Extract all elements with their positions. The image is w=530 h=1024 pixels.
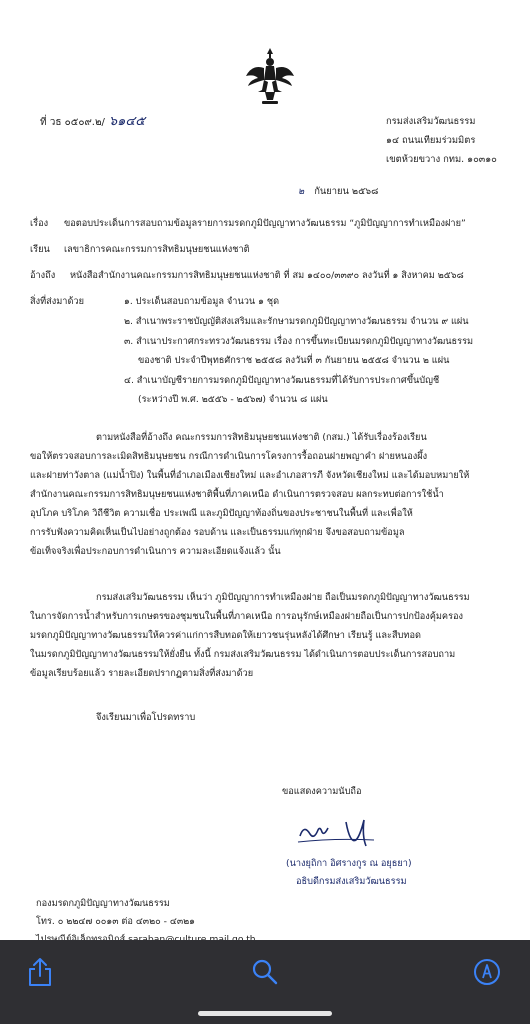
body-paragraph-2 [30, 588, 506, 683]
bottom-toolbar [0, 940, 530, 1024]
enclosure-item: ๔. สำเนาบัญชีรายการมรดกภูมิปัญญาทางวัฒนธรรมที่ได้รับการประกาศขึ้นบัญชี [124, 375, 440, 386]
paragraph-line: ข้อเท็จจริงเพื่อประกอบการดำเนินการ ความละเอียดแจ้งแล้ว นั้น [30, 546, 281, 557]
status-bar [0, 0, 530, 36]
paragraph-line: อุปโภค บริโภค วิถีชีวิต ความเชื่อ ประเพณี และภูมิปัญญาท้องถิ่นของประชาชนในพื้นที่ และเพื่อให้ [30, 508, 413, 519]
org-address-line1: ๑๔ ถนนเทียมร่วมมิตร [386, 135, 476, 146]
subject-line [30, 214, 510, 233]
closing-request: จึงเรียนมาเพื่อโปรดทราบ [96, 712, 196, 723]
contact-division: กองมรดกภูมิปัญญาทางวัฒนธรรม [36, 898, 170, 909]
document-page [0, 36, 530, 940]
subject-label: เรื่อง [30, 218, 49, 229]
signer-name: (นางยุถิกา อิศรางกูร ณ อยุธยา) [286, 858, 412, 869]
closing-phrase: ขอแสดงความนับถือ [282, 786, 362, 797]
enclosure-item-continued: (ระหว่างปี พ.ศ. ๒๕๕๖ - ๒๕๖๗) จำนวน ๘ แผ่น [138, 394, 328, 405]
subject-text: ขอตอบประเด็นการสอบถามข้อมูลรายการมรดกภูมิปัญญาทางวัฒนธรรม “ภูมิปัญญาการทำเหมืองฝาย” [64, 218, 466, 229]
home-indicator[interactable] [198, 1011, 332, 1016]
contact-phone: โทร. ๐ ๒๒๔๗ ๐๐๑๓ ต่อ ๔๓๒๐ - ๔๓๒๑ [36, 916, 196, 927]
enclosures-label: สิ่งที่ส่งมาด้วย [30, 296, 84, 307]
paragraph-line: ตามหนังสือที่อ้างถึง คณะกรรมการสิทธิมนุษยชนแห่งชาติ (กสม.) ได้รับเรื่องร้องเรียน [96, 432, 427, 443]
share-icon [27, 957, 53, 987]
search-icon [251, 958, 279, 986]
paragraph-line: สำนักงานคณะกรรมการสิทธิมนุษยชนแห่งชาติพื้นที่ภาคเหนือ ดำเนินการตรวจสอบ ผลกระทบต่อการใช้น้ำ [30, 489, 444, 500]
paragraph-line: ข้อมูลเรียบร้อยแล้ว รายละเอียดปรากฏตามสิ่งที่ส่งมาด้วย [30, 668, 254, 679]
to-label: เรียน [30, 244, 50, 255]
reference-line [30, 266, 510, 285]
search-button[interactable] [247, 954, 283, 990]
org-name: กรมส่งเสริมวัฒนธรรม [386, 116, 476, 127]
enclosure-item: ๓. สำเนาประกาศกระทรวงวัฒนธรรม เรื่อง การขึ้นทะเบียนมรดกภูมิปัญญาทางวัฒนธรรม [124, 336, 474, 347]
paragraph-line: ในการจัดการน้ำสำหรับการเกษตรของชุมชนในพื้นที่ภาคเหนือ การอนุรักษ์เหมืองฝายถือเป็นการปกป้องคุ้มครอง [30, 611, 464, 622]
enclosure-item: ๒. สำเนาพระราชบัญญัติส่งเสริมและรักษามรดกภูมิปัญญาทางวัฒนธรรม จำนวน ๙ แผ่น [124, 316, 469, 327]
to-text: เลขาธิการคณะกรรมการสิทธิมนุษยชนแห่งชาติ [64, 244, 250, 255]
date-day-handwritten: ๒ [298, 186, 305, 197]
date-month-year: กันยายน ๒๕๖๘ [314, 186, 379, 197]
garuda-emblem-icon [244, 46, 296, 108]
enclosure-item-continued: ของชาติ ประจำปีพุทธศักราช ๒๕๕๘ ลงวันที่ ๓ กันยายน ๒๕๕๘ จำนวน ๒ แผ่น [138, 355, 450, 366]
reference-label: อ้างถึง [30, 270, 56, 281]
enclosure-item: ๑. ประเด็นสอบถามข้อมูล จำนวน ๑ ชุด [124, 296, 280, 307]
document-date [298, 182, 378, 201]
ref-number-label: ที่ วธ ๐๕๐๙.๒/ [40, 117, 105, 128]
reference-number [40, 112, 145, 132]
signer-title: อธิบดีกรมส่งเสริมวัฒนธรรม [296, 876, 407, 887]
signature-image [294, 814, 394, 848]
paragraph-line: และฝายท่าวังตาล (แม่น้ำปิง) ในพื้นที่อำเภอเมืองเชียงใหม่ และอำเภอสารภี จังหวัดเชียงใหม่ และได้มอบหมายให้ [30, 470, 470, 481]
org-address-line2: เขตห้วยขวาง กทม. ๑๐๓๑๐ [386, 154, 497, 165]
share-button[interactable] [22, 954, 58, 990]
reference-text: หนังสือสำนักงานคณะกรรมการสิทธิมนุษยชนแห่งชาติ ที่ สม ๑๔๐๐/๓๓๙๐ ลงวันที่ ๑ สิงหาคม ๒๕๖๘ [70, 270, 464, 281]
paragraph-line: การรับฟังความคิดเห็นเป็นไปอย่างถูกต้อง รอบด้าน และเป็นธรรมแก่ทุกฝ่าย จึงขอสอบถามข้อมูล [30, 527, 405, 538]
paragraph-line: ในมรดกภูมิปัญญาทางวัฒนธรรมให้ยั่งยืน ทั้งนี้ กรมส่งเสริมวัฒนธรรม ได้ดำเนินการตอบประเด็นการสอบถาม [30, 649, 456, 660]
sender-address [386, 112, 526, 169]
ref-number-handwritten: ๖๑๔๕ [108, 114, 146, 129]
body-paragraph-1 [30, 428, 506, 561]
to-line [30, 240, 510, 259]
paragraph-line: กรมส่งเสริมวัฒนธรรม เห็นว่า ภูมิปัญญาการทำเหมืองฝาย ถือเป็นมรดกภูมิปัญญาทางวัฒนธรรม [96, 592, 470, 603]
paragraph-line: มรดกภูมิปัญญาทางวัฒนธรรมให้ควรค่าแก่การสืบทอดให้เยาวชนรุ่นหลังได้ศึกษา เรียนรู้ และสืบทอด [30, 630, 421, 641]
markup-button[interactable] [469, 954, 505, 990]
paragraph-line: ขอให้ตรวจสอบการละเมิดสิทธิมนุษยชน กรณีการดำเนินการโครงการรื้อถอนฝายพญาคำ ฝายหนองผึ้ง [30, 451, 428, 462]
markup-icon [472, 957, 502, 987]
